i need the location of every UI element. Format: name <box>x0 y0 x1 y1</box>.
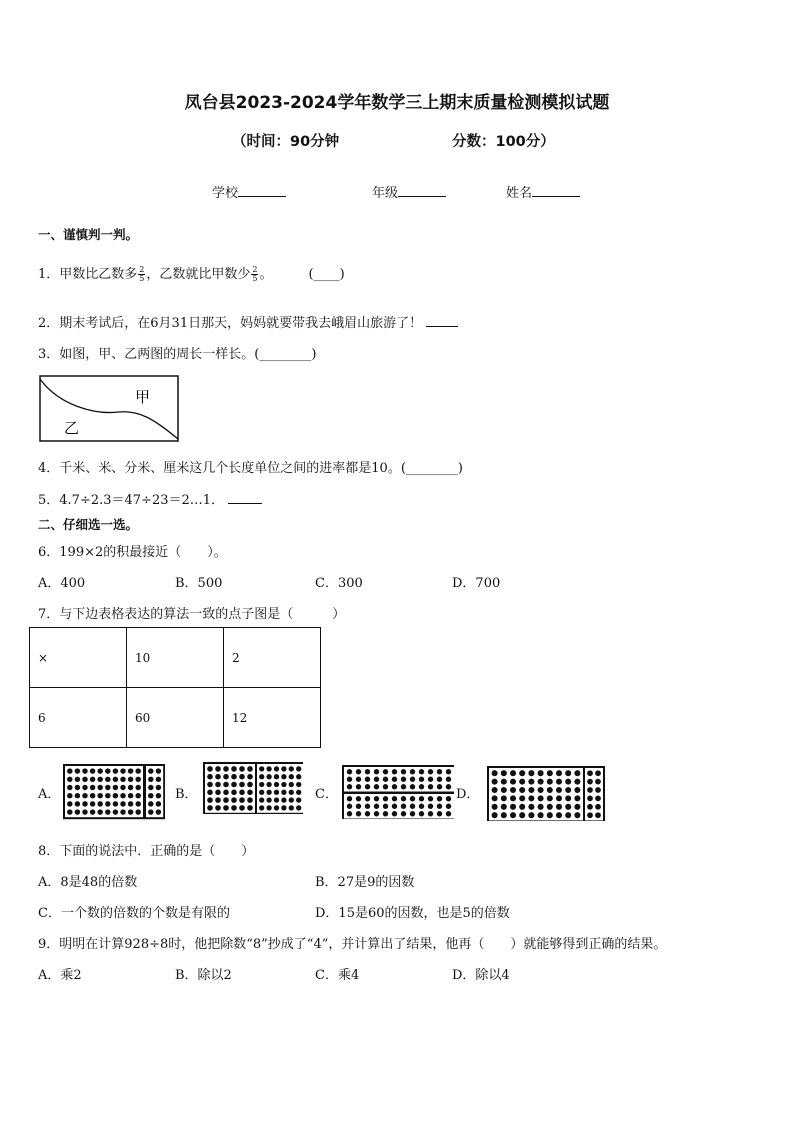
q6-option-d[interactable]: D．700 <box>452 576 501 591</box>
section-1-heading: 一、谨慎判一判。 <box>38 227 139 242</box>
name-label: 姓名 <box>506 186 533 201</box>
page-title: 凤台县2023-2024学年数学三上期末质量检测模拟试题 <box>184 93 610 113</box>
question-7: 7．与下边表格表达的算法一致的点子图是（ ） <box>38 607 346 622</box>
q7-option-c[interactable]: C． <box>315 787 338 802</box>
q3-figure <box>39 375 180 443</box>
school-label: 学校 <box>212 186 239 201</box>
q7-dot-array-d[interactable] <box>487 765 605 821</box>
q5-answer-blank[interactable] <box>228 491 262 504</box>
q8-option-a[interactable]: A．8是48的倍数 <box>38 875 138 890</box>
fraction-2-5: $\frac{2}{5}$ <box>139 265 145 283</box>
question-4: 4．千米、米、分米、厘米这几个长度单位之间的进率都是10。(________) <box>38 461 463 476</box>
question-9: 9．明明在计算928÷8时，他把除数“8”抄成了“4”，并计算出了结果，他再（ ）就能够得到正确的结果。 <box>38 937 667 952</box>
q8-option-d[interactable]: D．15是60的因数，也是5的倍数 <box>315 906 510 921</box>
fraction-2-5-b: $\frac{2}{5}$ <box>252 265 258 283</box>
grade-label: 年级 <box>372 186 399 201</box>
q8-option-b[interactable]: B．27是9的因数 <box>315 875 415 890</box>
name-field[interactable] <box>506 182 580 201</box>
q7-multiplication-table <box>29 627 321 748</box>
q9-option-b[interactable]: B．除以2 <box>175 968 232 983</box>
q1-text-a: 1．甲数比乙数多 <box>38 267 138 282</box>
question-6: 6．199×2的积最接近（ ）。 <box>38 545 227 560</box>
q6-option-b[interactable]: B．500 <box>175 576 223 591</box>
q7-option-b[interactable]: B． <box>175 787 198 802</box>
label-jia: 甲 <box>135 388 151 406</box>
label-yi: 乙 <box>64 419 80 437</box>
q9-option-d[interactable]: D．除以4 <box>452 968 510 983</box>
exam-score: 分数：100分） <box>452 134 555 150</box>
table-cell: 10 <box>127 628 224 688</box>
q1-answer-blank[interactable]: (____) <box>308 267 345 282</box>
table-cell: 6 <box>30 688 127 748</box>
q9-option-c[interactable]: C．乘4 <box>315 968 360 983</box>
section-2-heading: 二、仔细选一选。 <box>38 517 139 532</box>
question-3: 3．如图，甲、乙两图的周长一样长。(________) <box>38 347 317 362</box>
q8-option-c[interactable]: C．一个数的倍数的个数是有限的 <box>38 906 230 921</box>
table-cell: 12 <box>224 688 321 748</box>
q7-option-d[interactable]: D． <box>456 787 480 802</box>
question-2: 2．期末考试后，在6月31日那天，妈妈就要带我去峨眉山旅游了！ <box>38 312 458 331</box>
table-row <box>30 688 321 748</box>
table-cell: 2 <box>224 628 321 688</box>
q2-answer-blank[interactable] <box>426 314 458 327</box>
q7-option-a[interactable]: A． <box>38 787 61 802</box>
grade-field[interactable] <box>372 182 446 201</box>
q9-option-a[interactable]: A．乘2 <box>38 968 82 983</box>
q6-option-a[interactable]: A．400 <box>38 576 86 591</box>
question-8: 8．下面的说法中．正确的是（ ） <box>38 844 255 859</box>
q1-text-b: ，乙数就比甲数少 <box>146 267 251 282</box>
question-1 <box>38 263 345 283</box>
school-field[interactable] <box>212 182 286 201</box>
exam-time: （时间：90分钟 <box>232 134 340 150</box>
table-cell: 60 <box>127 688 224 748</box>
q7-dot-array-c[interactable] <box>342 765 454 819</box>
table-row <box>30 628 321 688</box>
q1-text-c: 。 <box>259 267 273 282</box>
question-5: 5．4.7÷2.3＝47÷23＝2…1． <box>38 489 262 508</box>
q7-dot-array-b[interactable] <box>203 762 303 814</box>
q7-dot-array-a[interactable] <box>63 764 165 820</box>
q6-option-c[interactable]: C．300 <box>315 576 363 591</box>
table-cell: × <box>30 628 127 688</box>
